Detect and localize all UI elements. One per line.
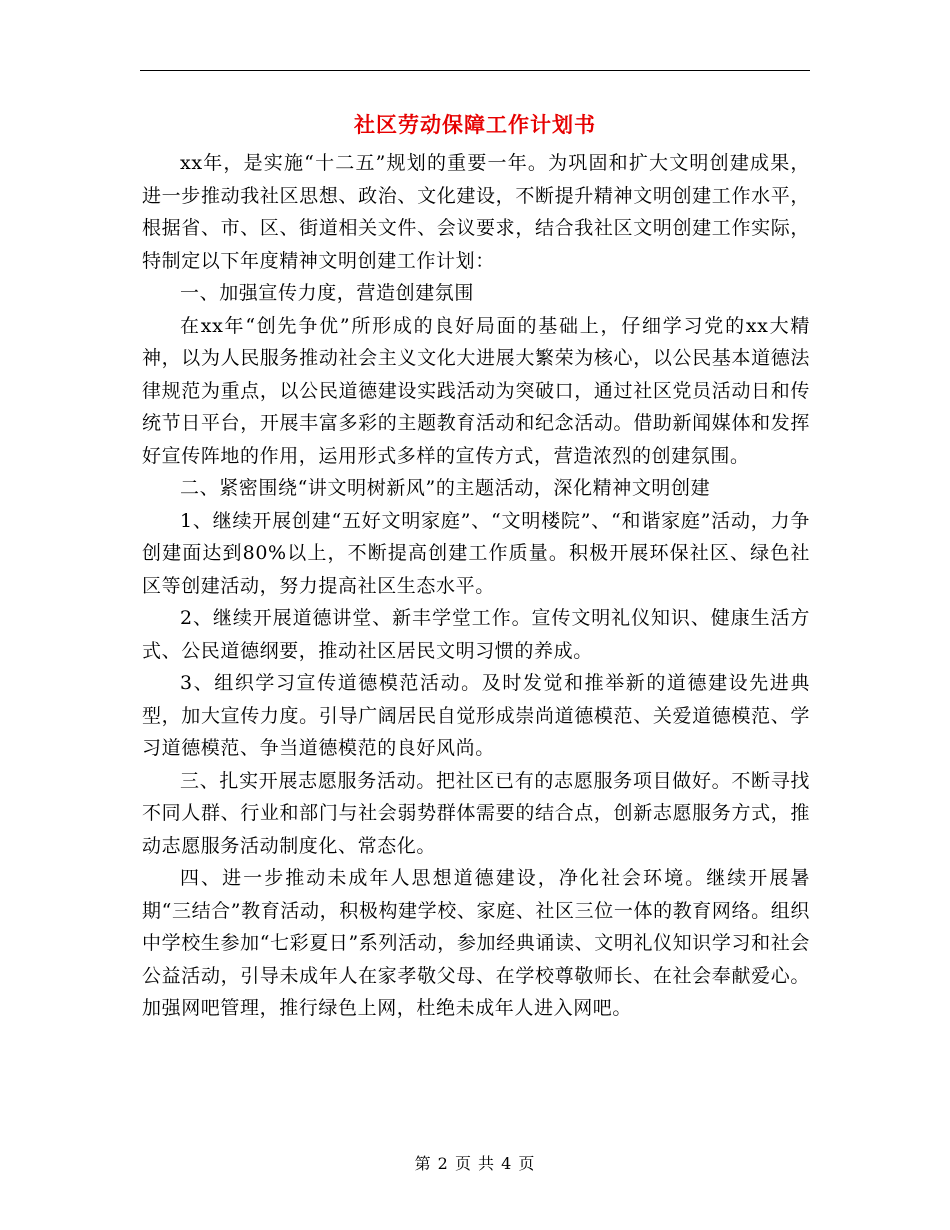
paragraph-item-2: 2、继续开展道德讲堂、新丰学堂工作。宣传文明礼仪知识、健康生活方式、公民道德纲要，推动社区居民文明习惯的养成。 [142,607,810,662]
paragraph-intro: xx年，是实施“十二五”规划的重要一年。为巩固和扩大文明创建成果，进一步推动我社区思想、政治、文化建设，不断提升精神文明创建工作水平，根据省、市、区、街道相关文件、会议要求，结合我社区文明创建工作实际，特制定以下年度精神文明创建工作计划： [142,152,810,272]
page-number: 第 2 页 共 4 页 [414,1154,536,1173]
document-body [142,147,810,1025]
section-heading-2: 二、紧密围绕“讲文明树新风”的主题活动，深化精神文明创建 [180,477,711,499]
paragraph-section-3: 三、扎实开展志愿服务活动。把社区已有的志愿服务项目做好。不断寻找不同人群、行业和部门与社会弱势群体需要的结合点，创新志愿服务方式，推动志愿服务活动制度化、常态化。 [142,769,810,857]
section-heading-1: 一、加强宣传力度，营造创建氛围 [180,282,475,304]
header-rule [140,70,810,71]
paragraph-item-1: 1、继续开展创建“五好文明家庭”、“文明楼院”、“和谐家庭”活动，力争创建面达到80%以上，不断提高创建工作质量。积极开展环保社区、绿色社区等创建活动，努力提高社区生态水平。 [142,509,810,597]
paragraph-section-4: 四、进一步推动未成年人思想道德建设，净化社会环境。继续开展暑期“三结合”教育活动，积极构建学校、家庭、社区三位一体的教育网络。组织中学校生参加“七彩夏日”系列活动，参加经典诵读、文明礼仪知识学习和社会公益活动，引导未成年人在家孝敬父母、在学校尊敬师长、在社会奉献爱心。加强网吧管理，推行绿色上网，杜绝未成年人进入网吧。 [142,867,810,1019]
paragraph-section-1: 在xx年“创先争优”所形成的良好局面的基础上，仔细学习党的xx大精神，以为人民服务推动社会主义文化大进展大繁荣为核心，以公民基本道德法律规范为重点，以公民道德建设实践活动为突破口，通过社区党员活动日和传统节日平台，开展丰富多彩的主题教育活动和纪念活动。借助新闻媒体和发挥好宣传阵地的作用，运用形式多样的宣传方式，营造浓烈的创建氛围。 [142,314,810,467]
document-title: 社区劳动保障工作计划书 [354,112,596,137]
paragraph-item-3: 3、组织学习宣传道德模范活动。及时发觉和推举新的道德建设先进典型，加大宣传力度。引导广阔居民自觉形成崇尚道德模范、关爱道德模范、学习道德模范、争当道德模范的良好风尚。 [142,672,810,759]
